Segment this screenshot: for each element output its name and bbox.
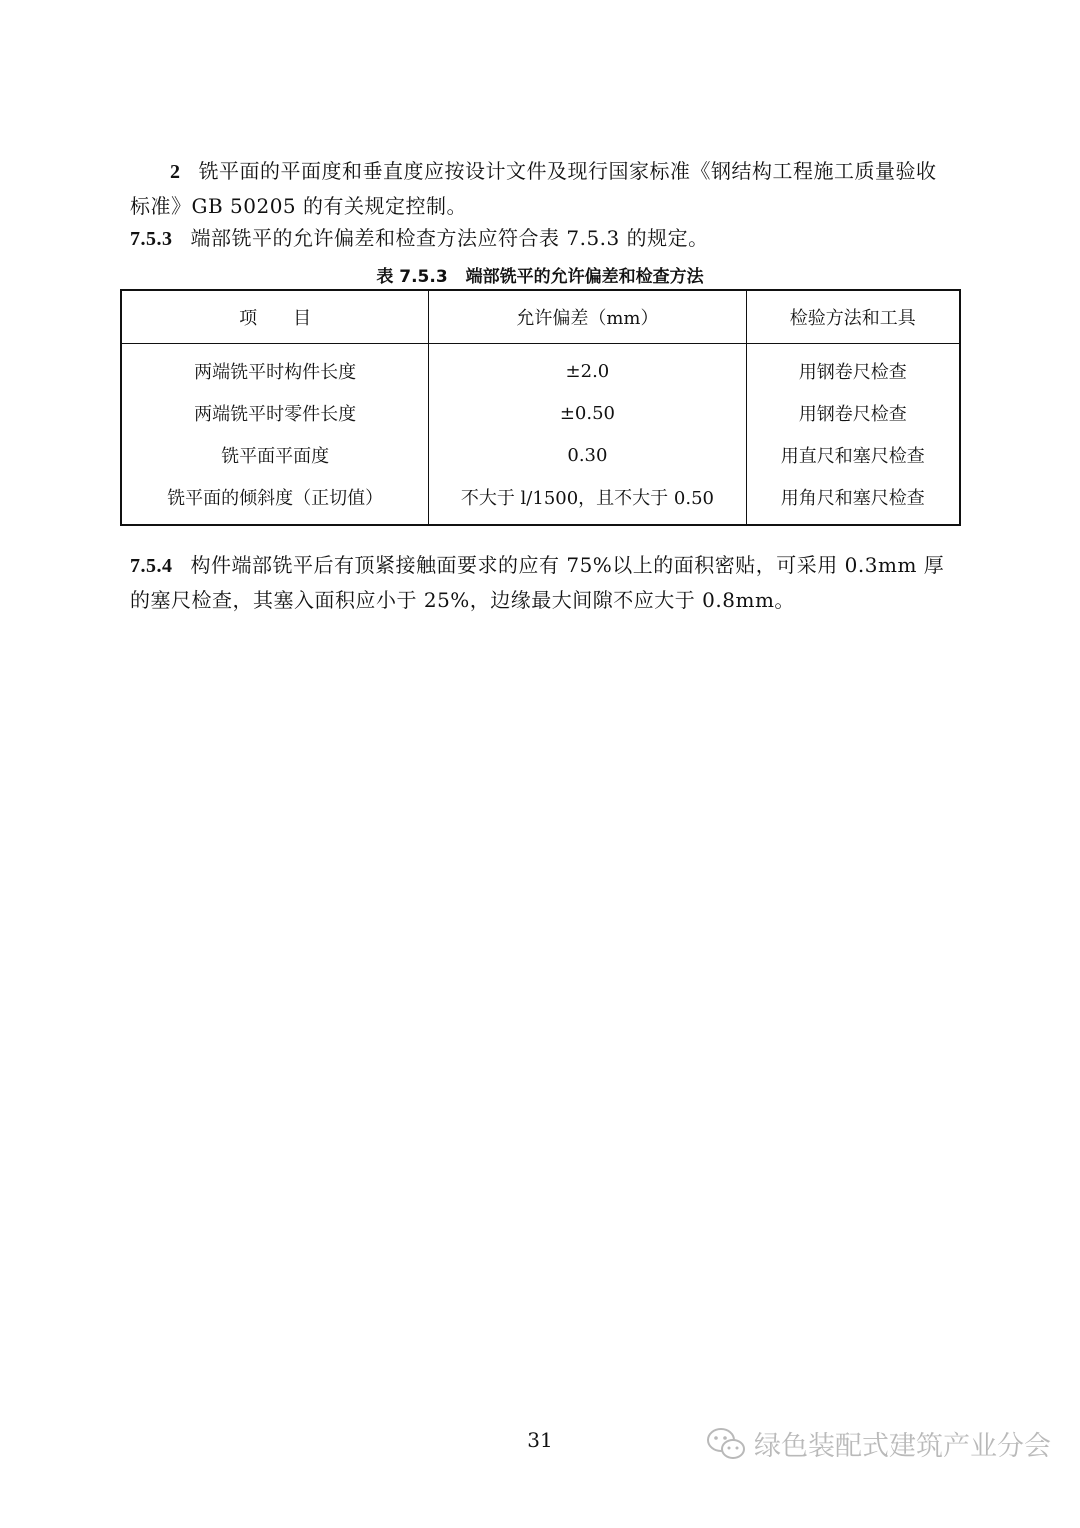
cell-tolerance: 不大于 l/1500，且不大于 0.50	[429, 476, 746, 525]
wechat-icon	[706, 1426, 746, 1462]
watermark-text: 绿色装配式建筑产业分会	[754, 1431, 1051, 1462]
cell-item: 铣平面的倾斜度（正切值）	[121, 476, 429, 525]
clause-number: 7.5.4	[130, 555, 173, 577]
paragraph-text: 铣平面的平面度和垂直度应按设计文件及现行国家标准《钢结构工程施工质量验收标准》GB 50205 的有关规定控制。	[130, 159, 937, 218]
table-row	[121, 392, 960, 434]
cell-method: 用钢卷尺检查	[798, 404, 907, 425]
clause-text: 端部铣平的允许偏差和检查方法应符合表 7.5.3 的规定。	[190, 226, 709, 250]
watermark	[706, 1424, 1051, 1463]
clause-7-5-3	[130, 221, 950, 256]
table-row	[121, 434, 960, 476]
cell-tolerance: ±2.0	[429, 344, 746, 393]
cell-method: 用角尺和塞尺检查	[780, 488, 925, 509]
paragraph-item-2	[130, 154, 950, 223]
table-caption-number: 表 7.5.3	[376, 267, 448, 287]
cell-item: 铣平面平面度	[121, 434, 429, 476]
cell-tolerance: ±0.50	[429, 392, 746, 434]
table-caption	[120, 262, 960, 287]
cell-method: 用直尺和塞尺检查	[780, 446, 925, 467]
cell-tolerance: 0.30	[429, 434, 746, 476]
clause-7-5-4	[130, 548, 950, 617]
header-item: 项 目	[121, 290, 429, 344]
table-caption-title: 端部铣平的允许偏差和检查方法	[465, 267, 704, 287]
cell-method: 用钢卷尺检查	[798, 362, 907, 383]
table-header-row	[121, 290, 960, 344]
tolerance-table	[120, 289, 961, 526]
table-row	[121, 476, 960, 525]
cell-item: 两端铣平时构件长度	[121, 344, 429, 393]
item-number: 2	[170, 161, 181, 183]
page-number: 31	[527, 1428, 553, 1452]
clause-text: 构件端部铣平后有顶紧接触面要求的应有 75%以上的面积密贴，可采用 0.3mm 厚的塞尺检查，其塞入面积应小于 25%，边缘最大间隙不应大于 0.8mm。	[130, 553, 945, 612]
table-row	[121, 344, 960, 393]
header-tolerance: 允许偏差（mm）	[429, 290, 746, 344]
clause-number: 7.5.3	[130, 228, 173, 250]
header-method: 检验方法和工具	[746, 290, 960, 344]
cell-item: 两端铣平时零件长度	[121, 392, 429, 434]
